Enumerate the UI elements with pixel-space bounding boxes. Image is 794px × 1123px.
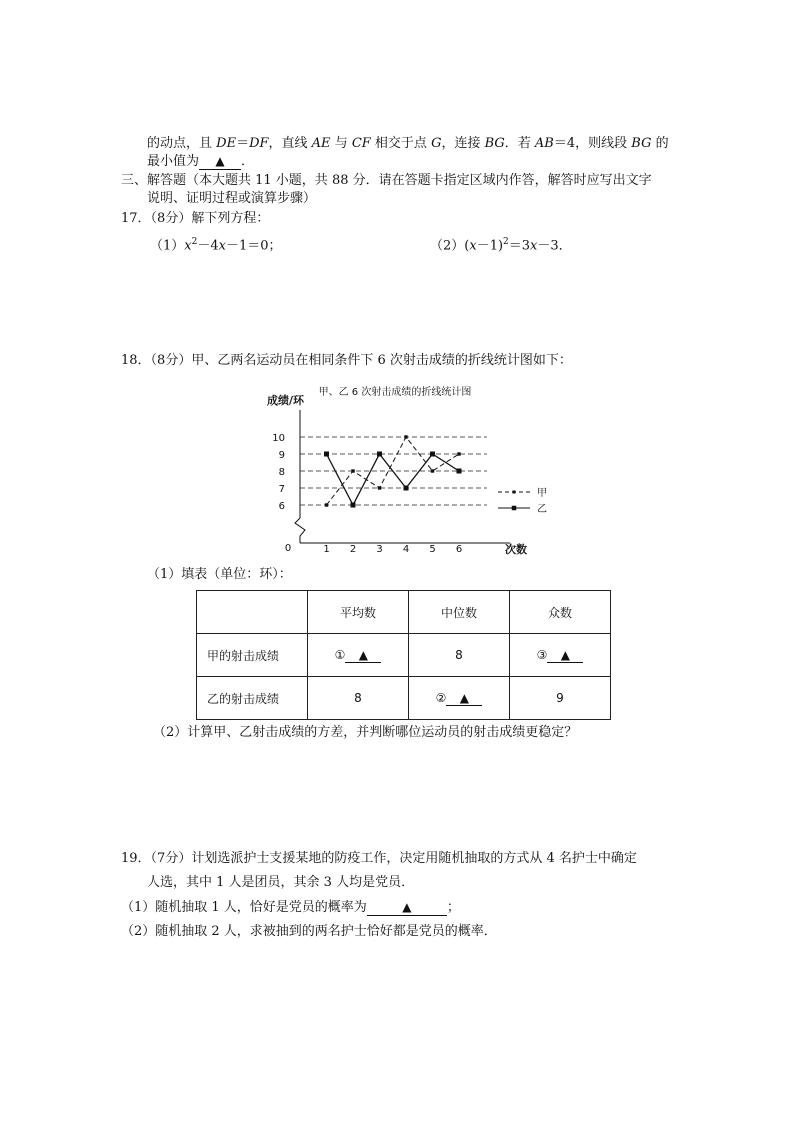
data-point: [325, 503, 328, 506]
legend-label: 甲: [537, 488, 547, 499]
table-row-label: 甲的射击成绩: [197, 634, 308, 677]
triangle-icon: ▲: [459, 690, 469, 705]
table-cell: ② ▲: [409, 677, 510, 720]
table-header-row: [197, 591, 611, 634]
x-tick-label: 1: [323, 544, 330, 555]
question-19-part2: （2）随机抽取 2 人，求被抽到的两名护士恰好都是党员的概率．: [121, 924, 497, 939]
table-header-cell: [197, 591, 308, 634]
table-row: [197, 677, 611, 720]
y-tick-label: 7: [278, 484, 285, 495]
x-tick-label: 2: [349, 544, 357, 555]
table-cell: ③ ▲: [510, 634, 611, 677]
table-cell: 8: [409, 634, 510, 677]
data-point: [430, 452, 435, 457]
x-axis-label: 次数: [505, 543, 527, 556]
y-tick-label: 9: [278, 450, 285, 461]
origin-label: 0: [284, 543, 292, 554]
x-tick-label: 5: [429, 544, 436, 555]
question-17-heading: 17．（8分）解下列方程：: [121, 211, 270, 226]
data-point: [324, 452, 329, 457]
table-cell: 9: [510, 677, 611, 720]
data-point: [404, 435, 407, 438]
chart-title: 甲、乙 6 次射击成绩的折线统计图: [318, 387, 472, 398]
axis-break: [295, 518, 305, 543]
triangle-icon: ▲: [560, 647, 570, 662]
data-point: [378, 486, 381, 489]
legend-label: 乙: [537, 504, 547, 515]
question-18-heading: 18．（8分）甲、乙两名运动员在相同条件下 6 次射击成绩的折线统计图如下：: [121, 353, 572, 368]
legend-marker: [513, 491, 516, 494]
question-17-part2: $(2)(x-1)^2=3x-3$．: [430, 237, 572, 254]
table-cell: 8: [308, 677, 409, 720]
data-point: [431, 469, 434, 472]
table-header-cell: 众数: [510, 591, 611, 634]
line-chart: [255, 380, 565, 560]
question-19-heading: 19．（7分）计划选派护士支援某地的防疫工作，决定用随机抽取的方式从 4 名护士中确定: [121, 851, 637, 866]
question-18-part2: （2）计算甲、乙射击成绩的方差，并判断哪位运动员的射击成绩更稳定？: [153, 725, 578, 740]
table-header-cell: 中位数: [409, 591, 510, 634]
table-cell: ① ▲: [308, 634, 409, 677]
answer-blank: [547, 648, 583, 663]
data-point: [351, 469, 354, 472]
data-point: [404, 486, 409, 491]
question-19-part1: （1）随机抽取 1 人，恰好是党员的概率为 ▲ ；: [121, 900, 460, 915]
section-3-title-cont: 说明、证明过程或演算步骤）: [147, 191, 317, 206]
table-header-cell: 平均数: [308, 591, 409, 634]
x-tick-label: 4: [402, 544, 410, 555]
triangle-icon: ▲: [215, 154, 225, 168]
x-tick-label: 6: [455, 544, 463, 555]
question-19-text: 人选，其中 1 人是团员，其余 3 人均是党员．: [147, 875, 415, 890]
y-tick-label: 6: [278, 501, 285, 512]
answer-blank: [446, 691, 482, 706]
table-row-label: 乙的射击成绩: [197, 677, 308, 720]
y-tick-label: 10: [272, 433, 285, 444]
section-3-title: 三、解答题（本大题共 11 小题，共 88 分．请在答题卡指定区域内作答，解答时应写出文字: [121, 173, 652, 188]
x-tick-label: 3: [376, 544, 383, 555]
answer-blank: [367, 900, 447, 916]
question-16-text-line1: 的动点，且 DE＝DF，直线 AE 与 CF 相交于点 G，连接 BG．若 AB＝4，则线段 BG 的: [147, 136, 669, 151]
y-axis-label: 成绩/环: [267, 394, 305, 407]
triangle-icon: ▲: [358, 647, 368, 662]
data-point: [377, 452, 382, 457]
question-16-text-line2: 最小值为 ▲ ．: [147, 154, 255, 169]
score-table: [196, 590, 611, 720]
answer-blank: [199, 154, 241, 170]
data-point: [457, 469, 462, 474]
data-point: [457, 452, 460, 455]
answer-blank: [345, 648, 381, 663]
triangle-icon: ▲: [402, 900, 412, 914]
table-row: [197, 634, 611, 677]
y-tick-label: 8: [278, 467, 285, 478]
data-point: [351, 503, 356, 508]
question-18-part1: （1）填表（单位：环）：: [147, 567, 292, 582]
question-17-part1: $(1)x^2-4x-1=0$；: [150, 237, 282, 254]
legend-marker: [512, 506, 517, 511]
